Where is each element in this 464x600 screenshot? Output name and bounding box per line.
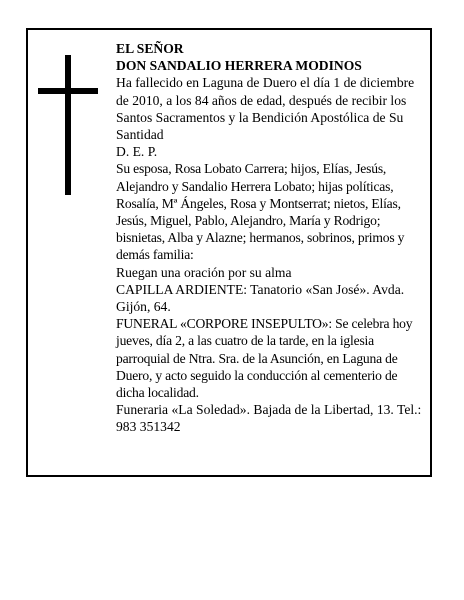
obituary-notice bbox=[26, 28, 432, 477]
cross-icon bbox=[38, 55, 98, 195]
cross-horizontal-bar bbox=[38, 88, 98, 94]
deceased-name: DON SANDALIO HERRERA MODINOS bbox=[116, 58, 362, 74]
funeral-info: FUNERAL «CORPORE INSEPULTO»: Se celebra hoy jueves, día 2, a las cuatro de la tarde, en la iglesia parroquial de Ntra. Sra. de la Asunción, en Laguna de Duero, y acto seguido la conducción al cementerio de dicha localidad. bbox=[116, 316, 413, 401]
chapel-info: CAPILLA ARDIENTE: Tanatorio «San José». Avda. Gijón, 64. bbox=[116, 281, 405, 315]
funeral-home-info: Funeraria «La Soledad». Bajada de la Libertad, 13. Tel.: 983 351342 bbox=[116, 402, 422, 435]
prayer-request: Ruegan una oración por su alma bbox=[116, 264, 292, 280]
rip-text: D. E. P. bbox=[116, 144, 158, 160]
obituary-text bbox=[116, 40, 428, 436]
cross-vertical-bar bbox=[65, 55, 71, 195]
family-list: Su esposa, Rosa Lobato Carrera; hijos, Elías, Jesús, Alejandro y Sandalio Herrera Lobato; hijas políticas, Rosalía, Mª Ángeles, Rosa y Montserrat; nietos, Elías, Jesús, Miguel, Pablo, Alejandro, María y Rodrigo; bisnietas, Alba y Alazne; hermanos, sobrinos, primos y demás familia: bbox=[116, 161, 405, 263]
death-announcement: Ha fallecido en Laguna de Duero el día 1 de diciembre de 2010, a los 84 años de edad, después de recibir los Santos Sacramentos y la Bendición Apostólica de Su Santidad bbox=[116, 75, 415, 143]
notice-title: EL SEÑOR bbox=[116, 41, 184, 56]
